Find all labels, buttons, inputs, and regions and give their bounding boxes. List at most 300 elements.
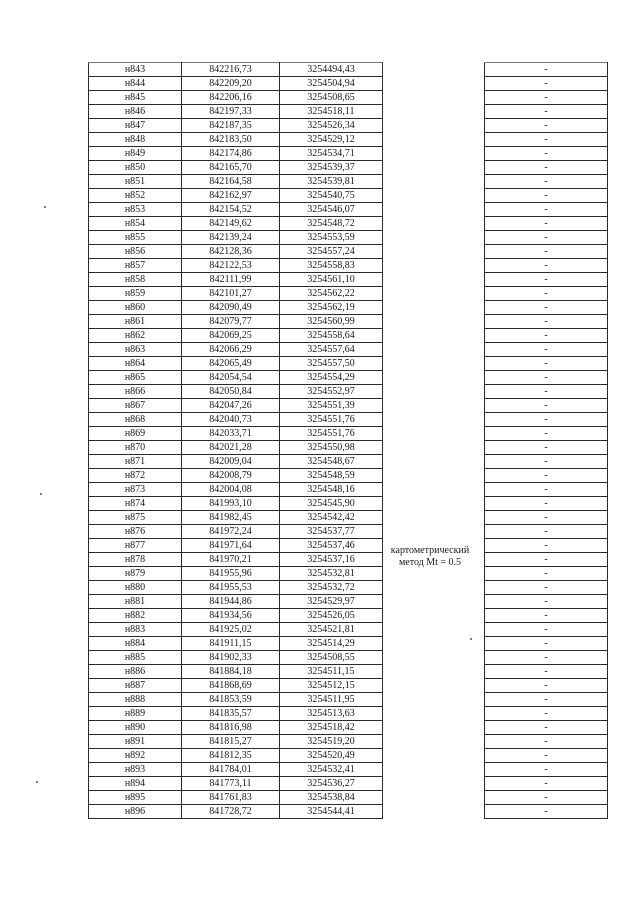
dash-cell: -: [485, 567, 608, 581]
y-coordinate-cell: 3254532,72: [280, 581, 383, 595]
point-id-cell: н896: [89, 805, 182, 819]
dash-cell: -: [485, 217, 608, 231]
coordinates-table: [88, 62, 383, 819]
y-coordinate-cell: 3254562,19: [280, 301, 383, 315]
x-coordinate-cell: 842021,28: [182, 441, 280, 455]
table-row: [89, 581, 383, 595]
accuracy-row: [485, 511, 608, 525]
table-row: [89, 707, 383, 721]
table-row: [89, 791, 383, 805]
y-coordinate-cell: 3254532,41: [280, 763, 383, 777]
point-id-cell: н887: [89, 679, 182, 693]
dash-cell: -: [485, 91, 608, 105]
y-coordinate-cell: 3254560,99: [280, 315, 383, 329]
table-row: [89, 357, 383, 371]
x-coordinate-cell: 841970,21: [182, 553, 280, 567]
accuracy-row: [485, 385, 608, 399]
dash-cell: -: [485, 511, 608, 525]
accuracy-row: [485, 623, 608, 637]
dash-cell: -: [485, 63, 608, 77]
y-coordinate-cell: 3254512,15: [280, 679, 383, 693]
x-coordinate-cell: 842111,99: [182, 273, 280, 287]
y-coordinate-cell: 3254552,97: [280, 385, 383, 399]
accuracy-row: [485, 259, 608, 273]
dash-cell: -: [485, 147, 608, 161]
accuracy-row: [485, 175, 608, 189]
x-coordinate-cell: 842149,62: [182, 217, 280, 231]
x-coordinate-cell: 842090,49: [182, 301, 280, 315]
y-coordinate-cell: 3254511,95: [280, 693, 383, 707]
x-coordinate-cell: 841761,83: [182, 791, 280, 805]
point-id-cell: н882: [89, 609, 182, 623]
table-row: [89, 175, 383, 189]
point-id-cell: н870: [89, 441, 182, 455]
scan-speck: [36, 781, 38, 783]
table-row: [89, 553, 383, 567]
point-id-cell: н893: [89, 763, 182, 777]
y-coordinate-cell: 3254557,50: [280, 357, 383, 371]
point-id-cell: н860: [89, 301, 182, 315]
dash-cell: -: [485, 77, 608, 91]
accuracy-row: [485, 581, 608, 595]
accuracy-row: [485, 105, 608, 119]
table-row: [89, 637, 383, 651]
x-coordinate-cell: 842033,71: [182, 427, 280, 441]
y-coordinate-cell: 3254529,12: [280, 133, 383, 147]
point-id-cell: н892: [89, 749, 182, 763]
dash-cell: -: [485, 105, 608, 119]
table-row: [89, 119, 383, 133]
point-id-cell: н869: [89, 427, 182, 441]
point-id-cell: н850: [89, 161, 182, 175]
table-row: [89, 721, 383, 735]
table-row: [89, 301, 383, 315]
y-coordinate-cell: 3254508,55: [280, 651, 383, 665]
x-coordinate-cell: 842079,77: [182, 315, 280, 329]
accuracy-row: [485, 525, 608, 539]
table-row: [89, 497, 383, 511]
point-id-cell: н861: [89, 315, 182, 329]
y-coordinate-cell: 3254548,72: [280, 217, 383, 231]
x-coordinate-cell: 841773,11: [182, 777, 280, 791]
x-coordinate-cell: 842154,52: [182, 203, 280, 217]
table-row: [89, 763, 383, 777]
x-coordinate-cell: 842128,36: [182, 245, 280, 259]
y-coordinate-cell: 3254558,83: [280, 259, 383, 273]
accuracy-row: [485, 357, 608, 371]
point-id-cell: н879: [89, 567, 182, 581]
point-id-cell: н885: [89, 651, 182, 665]
accuracy-row: [485, 119, 608, 133]
point-id-cell: н890: [89, 721, 182, 735]
y-coordinate-cell: 3254508,65: [280, 91, 383, 105]
dash-cell: -: [485, 525, 608, 539]
point-id-cell: н848: [89, 133, 182, 147]
dash-cell: -: [485, 665, 608, 679]
dash-cell: -: [485, 455, 608, 469]
y-coordinate-cell: 3254551,76: [280, 413, 383, 427]
table-row: [89, 455, 383, 469]
x-coordinate-cell: 841925,02: [182, 623, 280, 637]
accuracy-row: [485, 539, 608, 553]
x-coordinate-cell: 841944,86: [182, 595, 280, 609]
table-row: [89, 91, 383, 105]
dash-cell: -: [485, 777, 608, 791]
y-coordinate-cell: 3254519,20: [280, 735, 383, 749]
dash-cell: -: [485, 315, 608, 329]
x-coordinate-cell: 842165,70: [182, 161, 280, 175]
dash-cell: -: [485, 231, 608, 245]
accuracy-row: [485, 329, 608, 343]
accuracy-row: [485, 805, 608, 819]
dash-cell: -: [485, 735, 608, 749]
accuracy-row: [485, 679, 608, 693]
accuracy-row: [485, 651, 608, 665]
dash-cell: -: [485, 693, 608, 707]
y-coordinate-cell: 3254537,77: [280, 525, 383, 539]
x-coordinate-cell: 842164,58: [182, 175, 280, 189]
table-row: [89, 105, 383, 119]
table-row: [89, 147, 383, 161]
table-row: [89, 525, 383, 539]
x-coordinate-cell: 841934,56: [182, 609, 280, 623]
table-row: [89, 483, 383, 497]
point-id-cell: н880: [89, 581, 182, 595]
table-row: [89, 595, 383, 609]
y-coordinate-cell: 3254534,71: [280, 147, 383, 161]
point-id-cell: н849: [89, 147, 182, 161]
x-coordinate-cell: 842066,29: [182, 343, 280, 357]
method-note: [378, 545, 482, 569]
point-id-cell: н877: [89, 539, 182, 553]
accuracy-row: [485, 77, 608, 91]
table-row: [89, 511, 383, 525]
dash-cell: -: [485, 441, 608, 455]
dash-cell: -: [485, 287, 608, 301]
accuracy-row: [485, 217, 608, 231]
x-coordinate-cell: 841812,35: [182, 749, 280, 763]
accuracy-row: [485, 749, 608, 763]
dash-cell: -: [485, 707, 608, 721]
y-coordinate-cell: 3254518,11: [280, 105, 383, 119]
point-id-cell: н862: [89, 329, 182, 343]
dash-cell: -: [485, 119, 608, 133]
accuracy-row: [485, 483, 608, 497]
point-id-cell: н867: [89, 399, 182, 413]
x-coordinate-cell: 842174,86: [182, 147, 280, 161]
dash-cell: -: [485, 343, 608, 357]
x-coordinate-cell: 841815,27: [182, 735, 280, 749]
y-coordinate-cell: 3254540,75: [280, 189, 383, 203]
table-row: [89, 161, 383, 175]
table-row: [89, 427, 383, 441]
dash-cell: -: [485, 595, 608, 609]
point-id-cell: н846: [89, 105, 182, 119]
accuracy-row: [485, 287, 608, 301]
point-id-cell: н845: [89, 91, 182, 105]
point-id-cell: н874: [89, 497, 182, 511]
dash-cell: -: [485, 497, 608, 511]
accuracy-row: [485, 133, 608, 147]
scan-speck: [470, 638, 472, 640]
x-coordinate-cell: 842162,97: [182, 189, 280, 203]
y-coordinate-cell: 3254513,63: [280, 707, 383, 721]
dash-cell: -: [485, 427, 608, 441]
table-row: [89, 539, 383, 553]
point-id-cell: н859: [89, 287, 182, 301]
x-coordinate-cell: 841784,01: [182, 763, 280, 777]
dash-cell: -: [485, 651, 608, 665]
accuracy-row: [485, 147, 608, 161]
point-id-cell: н852: [89, 189, 182, 203]
point-id-cell: н889: [89, 707, 182, 721]
accuracy-row: [485, 273, 608, 287]
dash-cell: -: [485, 161, 608, 175]
accuracy-row: [485, 189, 608, 203]
dash-cell: -: [485, 301, 608, 315]
point-id-cell: н871: [89, 455, 182, 469]
point-id-cell: н858: [89, 273, 182, 287]
dash-cell: -: [485, 259, 608, 273]
table-row: [89, 203, 383, 217]
y-coordinate-cell: 3254538,84: [280, 791, 383, 805]
dash-cell: -: [485, 371, 608, 385]
table-row: [89, 735, 383, 749]
accuracy-row: [485, 497, 608, 511]
y-coordinate-cell: 3254545,90: [280, 497, 383, 511]
accuracy-row: [485, 343, 608, 357]
table-row: [89, 63, 383, 77]
point-id-cell: н883: [89, 623, 182, 637]
y-coordinate-cell: 3254550,98: [280, 441, 383, 455]
y-coordinate-cell: 3254539,81: [280, 175, 383, 189]
dash-cell: -: [485, 413, 608, 427]
x-coordinate-cell: 841884,18: [182, 665, 280, 679]
accuracy-row: [485, 693, 608, 707]
dash-cell: -: [485, 749, 608, 763]
table-row: [89, 371, 383, 385]
y-coordinate-cell: 3254526,34: [280, 119, 383, 133]
dash-cell: -: [485, 203, 608, 217]
accuracy-row: [485, 595, 608, 609]
point-id-cell: н843: [89, 63, 182, 77]
accuracy-row: [485, 371, 608, 385]
dash-cell: -: [485, 679, 608, 693]
dash-cell: -: [485, 133, 608, 147]
table-row: [89, 231, 383, 245]
dash-cell: -: [485, 637, 608, 651]
accuracy-row: [485, 161, 608, 175]
y-coordinate-cell: 3254529,97: [280, 595, 383, 609]
x-coordinate-cell: 842206,16: [182, 91, 280, 105]
x-coordinate-cell: 841993,10: [182, 497, 280, 511]
dash-cell: -: [485, 539, 608, 553]
x-coordinate-cell: 842216,73: [182, 63, 280, 77]
dash-cell: -: [485, 763, 608, 777]
point-id-cell: н875: [89, 511, 182, 525]
x-coordinate-cell: 842197,33: [182, 105, 280, 119]
x-coordinate-cell: 842183,50: [182, 133, 280, 147]
x-coordinate-cell: 842122,53: [182, 259, 280, 273]
y-coordinate-cell: 3254548,59: [280, 469, 383, 483]
x-coordinate-cell: 841971,64: [182, 539, 280, 553]
table-row: [89, 665, 383, 679]
x-coordinate-cell: 842209,20: [182, 77, 280, 91]
x-coordinate-cell: 842101,27: [182, 287, 280, 301]
table-row: [89, 343, 383, 357]
point-id-cell: н881: [89, 595, 182, 609]
x-coordinate-cell: 842187,35: [182, 119, 280, 133]
accuracy-column: [484, 62, 608, 819]
accuracy-row: [485, 735, 608, 749]
dash-cell: -: [485, 329, 608, 343]
y-coordinate-cell: 3254532,81: [280, 567, 383, 581]
point-id-cell: н894: [89, 777, 182, 791]
x-coordinate-cell: 842065,49: [182, 357, 280, 371]
accuracy-row: [485, 777, 608, 791]
y-coordinate-cell: 3254542,42: [280, 511, 383, 525]
table-row: [89, 609, 383, 623]
table-row: [89, 77, 383, 91]
table-row: [89, 567, 383, 581]
x-coordinate-cell: 841868,69: [182, 679, 280, 693]
point-id-cell: н864: [89, 357, 182, 371]
dash-cell: -: [485, 805, 608, 819]
table-row: [89, 413, 383, 427]
y-coordinate-cell: 3254546,07: [280, 203, 383, 217]
point-id-cell: н847: [89, 119, 182, 133]
point-id-cell: н844: [89, 77, 182, 91]
accuracy-row: [485, 567, 608, 581]
dash-cell: -: [485, 623, 608, 637]
method-note-line-2: метод Mt = 0.5: [398, 557, 462, 568]
point-id-cell: н851: [89, 175, 182, 189]
table-row: [89, 245, 383, 259]
x-coordinate-cell: 842040,73: [182, 413, 280, 427]
dash-cell: -: [485, 483, 608, 497]
point-id-cell: н854: [89, 217, 182, 231]
accuracy-row: [485, 301, 608, 315]
x-coordinate-cell: 841955,53: [182, 581, 280, 595]
accuracy-row: [485, 469, 608, 483]
y-coordinate-cell: 3254548,67: [280, 455, 383, 469]
x-coordinate-cell: 842069,25: [182, 329, 280, 343]
accuracy-row: [485, 203, 608, 217]
y-coordinate-cell: 3254554,29: [280, 371, 383, 385]
point-id-cell: н878: [89, 553, 182, 567]
y-coordinate-cell: 3254537,46: [280, 539, 383, 553]
dash-cell: -: [485, 357, 608, 371]
accuracy-row: [485, 315, 608, 329]
table-row: [89, 623, 383, 637]
table-row: [89, 693, 383, 707]
y-coordinate-cell: 3254514,29: [280, 637, 383, 651]
accuracy-row: [485, 455, 608, 469]
point-id-cell: н873: [89, 483, 182, 497]
point-id-cell: н884: [89, 637, 182, 651]
table-row: [89, 217, 383, 231]
accuracy-row: [485, 637, 608, 651]
x-coordinate-cell: 841982,45: [182, 511, 280, 525]
point-id-cell: н895: [89, 791, 182, 805]
accuracy-row: [485, 791, 608, 805]
y-coordinate-cell: 3254557,24: [280, 245, 383, 259]
accuracy-row: [485, 413, 608, 427]
accuracy-row: [485, 399, 608, 413]
table-row: [89, 441, 383, 455]
point-id-cell: н856: [89, 245, 182, 259]
point-id-cell: н876: [89, 525, 182, 539]
y-coordinate-cell: 3254557,64: [280, 343, 383, 357]
y-coordinate-cell: 3254537,16: [280, 553, 383, 567]
table-row: [89, 651, 383, 665]
dash-cell: -: [485, 553, 608, 567]
x-coordinate-cell: 842009,04: [182, 455, 280, 469]
accuracy-row: [485, 665, 608, 679]
table-row: [89, 805, 383, 819]
accuracy-row: [485, 707, 608, 721]
table-row: [89, 273, 383, 287]
point-id-cell: н888: [89, 693, 182, 707]
table-row: [89, 777, 383, 791]
point-id-cell: н886: [89, 665, 182, 679]
accuracy-row: [485, 231, 608, 245]
scan-speck: [40, 493, 42, 495]
scan-speck: [44, 206, 46, 208]
x-coordinate-cell: 842008,79: [182, 469, 280, 483]
accuracy-row: [485, 245, 608, 259]
x-coordinate-cell: 841955,96: [182, 567, 280, 581]
point-id-cell: н855: [89, 231, 182, 245]
x-coordinate-cell: 842004,08: [182, 483, 280, 497]
point-id-cell: н891: [89, 735, 182, 749]
table-row: [89, 259, 383, 273]
x-coordinate-cell: 841902,33: [182, 651, 280, 665]
x-coordinate-cell: 842050,84: [182, 385, 280, 399]
y-coordinate-cell: 3254562,22: [280, 287, 383, 301]
accuracy-row: [485, 63, 608, 77]
y-coordinate-cell: 3254558,64: [280, 329, 383, 343]
method-note-line-1: картометрический: [390, 545, 470, 556]
accuracy-row: [485, 763, 608, 777]
y-coordinate-cell: 3254553,59: [280, 231, 383, 245]
dash-cell: -: [485, 469, 608, 483]
table-row: [89, 749, 383, 763]
point-id-cell: н857: [89, 259, 182, 273]
point-id-cell: н868: [89, 413, 182, 427]
table-row: [89, 469, 383, 483]
x-coordinate-cell: 841972,24: [182, 525, 280, 539]
y-coordinate-cell: 3254521,81: [280, 623, 383, 637]
point-id-cell: н866: [89, 385, 182, 399]
x-coordinate-cell: 841911,15: [182, 637, 280, 651]
table-row: [89, 189, 383, 203]
dash-cell: -: [485, 273, 608, 287]
table-row: [89, 329, 383, 343]
y-coordinate-cell: 3254504,94: [280, 77, 383, 91]
accuracy-row: [485, 721, 608, 735]
point-id-cell: н863: [89, 343, 182, 357]
table-row: [89, 133, 383, 147]
x-coordinate-cell: 841853,59: [182, 693, 280, 707]
table-row: [89, 385, 383, 399]
dash-cell: -: [485, 721, 608, 735]
y-coordinate-cell: 3254511,15: [280, 665, 383, 679]
y-coordinate-cell: 3254561,10: [280, 273, 383, 287]
accuracy-row: [485, 441, 608, 455]
dash-cell: -: [485, 245, 608, 259]
dash-cell: -: [485, 189, 608, 203]
